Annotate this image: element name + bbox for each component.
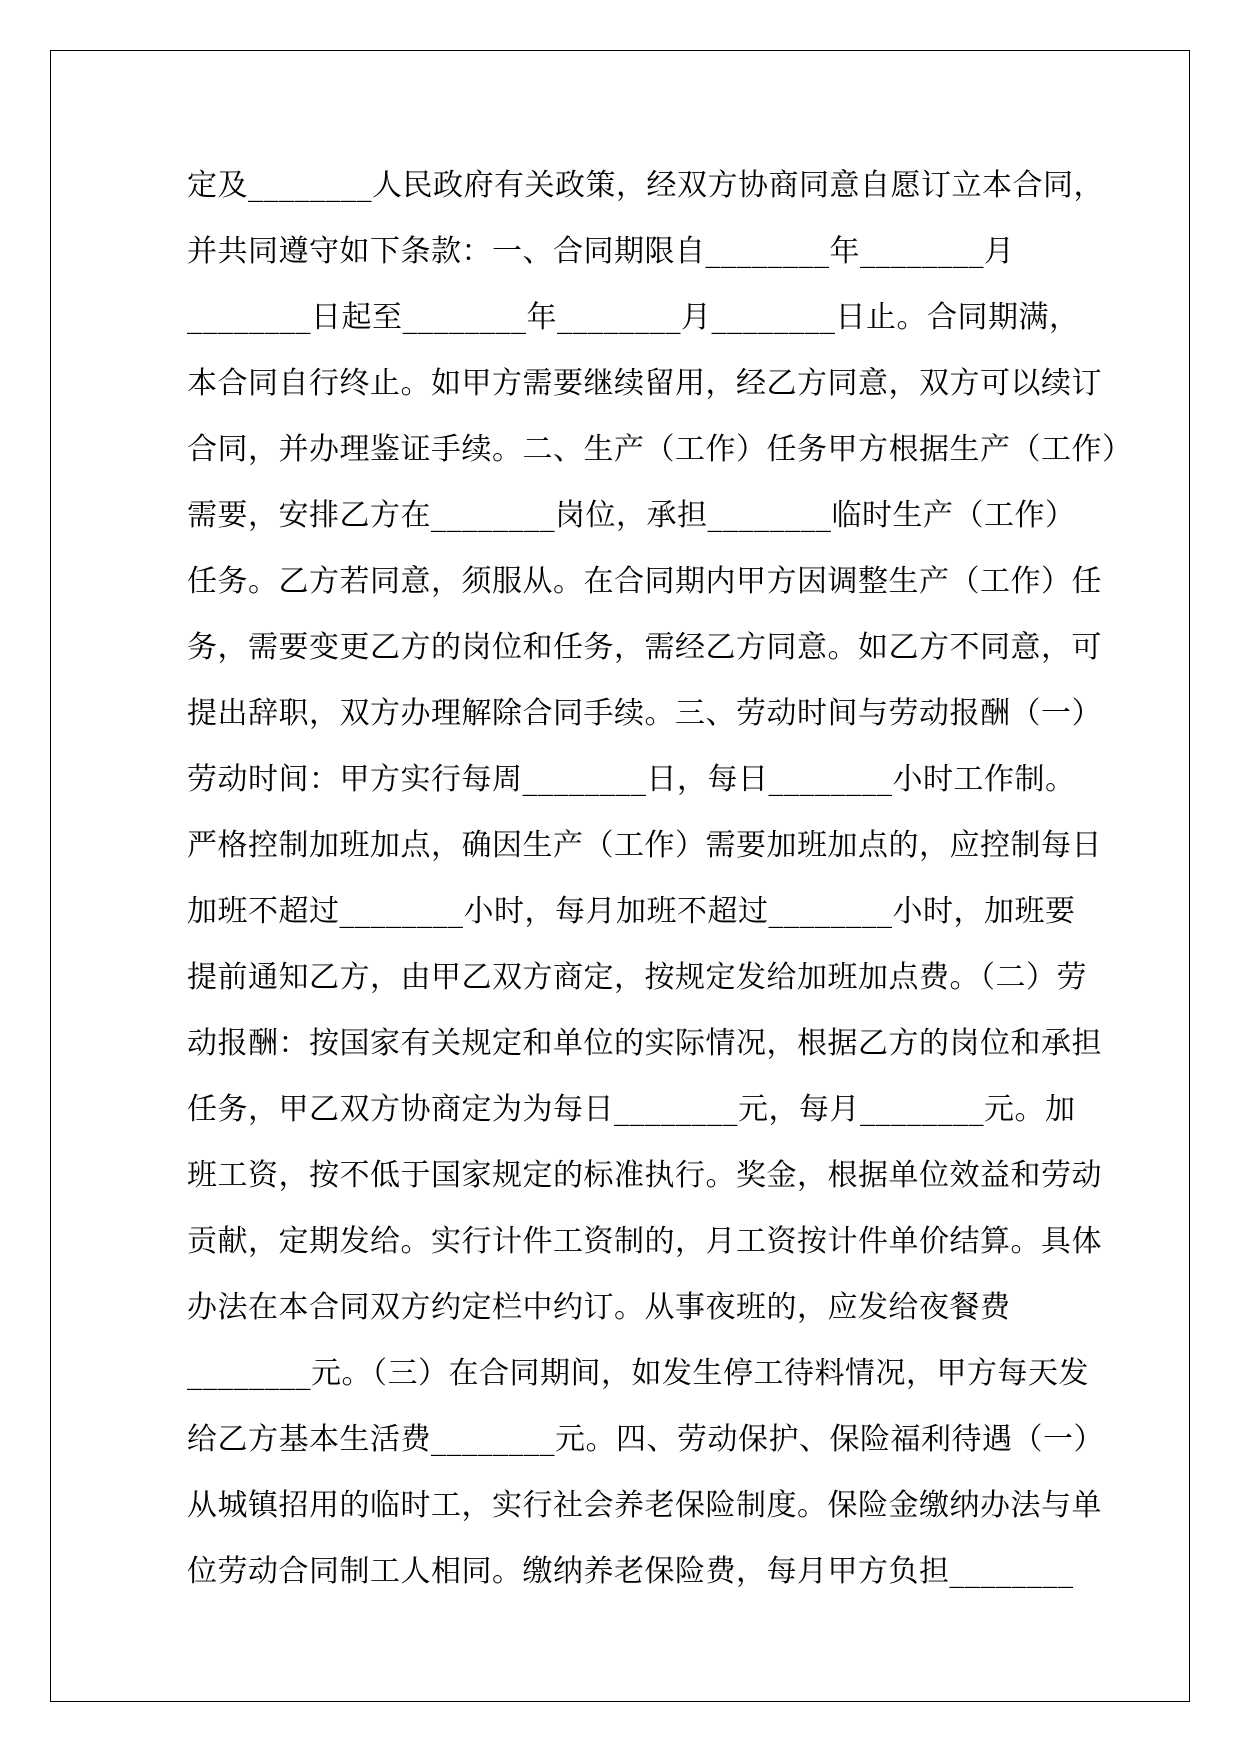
text-line: 加班不超过________小时，每月加班不超过________小时，加班要 [187, 894, 1076, 929]
text-line: ________元。（三）在合同期间，如发生停工待料情况，甲方每天发 [187, 1356, 1089, 1391]
text-line: 任务，甲乙双方协商定为为每日________元，每月________元。加 [187, 1092, 1076, 1127]
document-body [187, 158, 1133, 1610]
text-line: 任务。乙方若同意，须服从。在合同期内甲方因调整生产（工作）任 [187, 564, 1102, 599]
text-line: 给乙方基本生活费________元。四、劳动保护、保险福利待遇（一） [187, 1422, 1104, 1457]
text-line: ________日起至________年________月________日止。合同期满， [187, 300, 1080, 335]
text-line: 提出辞职，双方办理解除合同手续。三、劳动时间与劳动报酬（一） [187, 696, 1102, 731]
text-line: 贡献，定期发给。实行计件工资制的，月工资按计件单价结算。具体 [187, 1224, 1102, 1259]
text-line: 并共同遵守如下条款：一、合同期限自________年________月 [187, 234, 1015, 269]
text-line: 务，需要变更乙方的岗位和任务，需经乙方同意。如乙方不同意，可 [187, 630, 1102, 665]
text-line: 需要，安排乙方在________岗位，承担________临时生产（工作） [187, 498, 1076, 533]
text-line: 动报酬：按国家有关规定和单位的实际情况，根据乙方的岗位和承担 [187, 1026, 1102, 1061]
text-line: 定及________人民政府有关政策，经双方协商同意自愿订立本合同， [187, 168, 1104, 203]
text-line: 合同，并办理鉴证手续。二、生产（工作）任务甲方根据生产（工作） [187, 432, 1133, 467]
text-line: 提前通知乙方，由甲乙双方商定，按规定发给加班加点费。（二）劳 [187, 960, 1087, 995]
text-line: 劳动时间：甲方实行每周________日，每日________小时工作制。 [187, 762, 1076, 797]
text-line: 严格控制加班加点，确因生产（工作）需要加班加点的，应控制每日 [187, 828, 1102, 863]
text-line: 本合同自行终止。如甲方需要继续留用，经乙方同意，双方可以续订 [187, 366, 1102, 401]
text-line: 位劳动合同制工人相同。缴纳养老保险费，每月甲方负担________ [187, 1554, 1074, 1589]
text-line: 从城镇招用的临时工，实行社会养老保险制度。保险金缴纳办法与单 [187, 1488, 1102, 1523]
text-line: 办法在本合同双方约定栏中约订。从事夜班的，应发给夜餐费 [187, 1290, 1011, 1325]
text-line: 班工资，按不低于国家规定的标准执行。奖金，根据单位效益和劳动 [187, 1158, 1102, 1193]
